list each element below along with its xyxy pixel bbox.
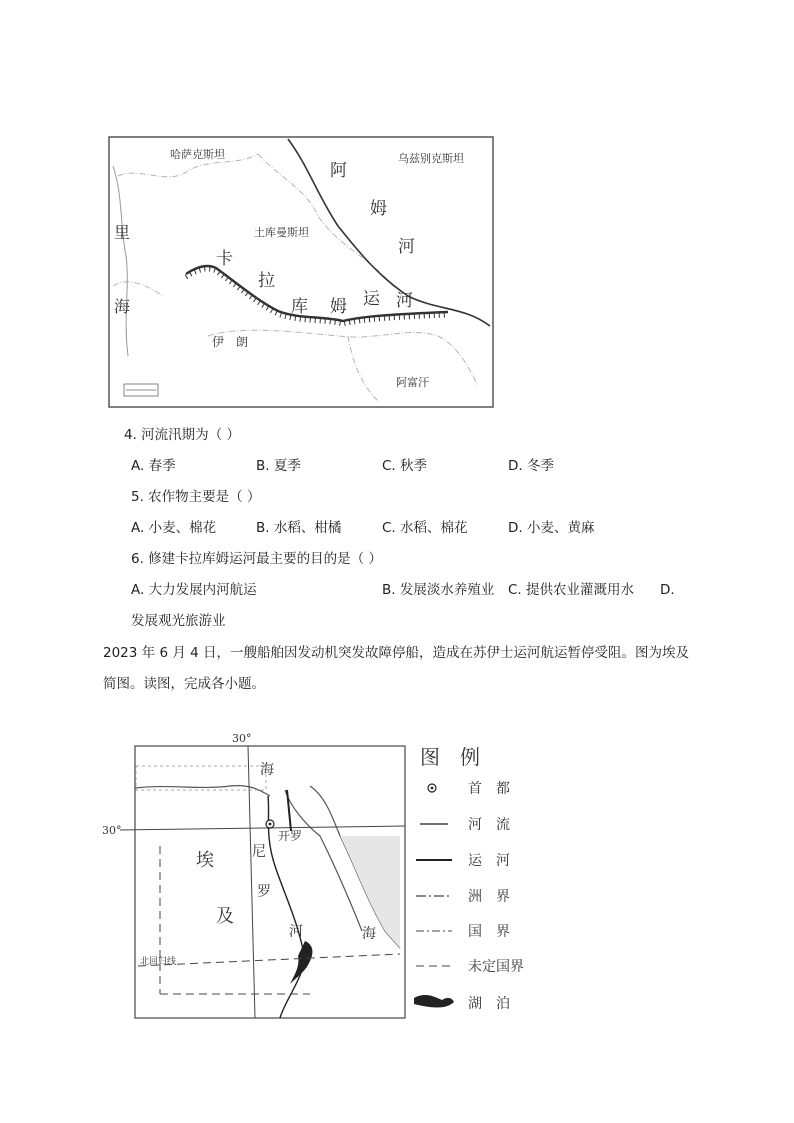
label-sea-red: 海 [362,926,376,942]
label-canal-ka: 卡 [216,249,233,269]
label-nile-luo: 罗 [257,884,271,900]
label-egypt-ai: 埃 [196,850,214,871]
label-nile-he: 河 [289,924,303,940]
question-4-option-c[interactable]: C. 秋季 [382,458,428,474]
question-6-option-c[interactable]: C. 提供农业灌溉用水 [508,582,635,598]
label-lat-30: 30° [102,824,122,837]
label-canal-mu: 姆 [330,297,347,317]
question-4-option-a[interactable]: A. 春季 [131,458,176,474]
legend-canal: 运 河 [468,853,510,869]
label-afghanistan: 阿富汗 [396,376,429,389]
question-5-option-d[interactable]: D. 小麦、黄麻 [508,520,595,536]
label-amu-a: 阿 [330,161,347,181]
label-cairo: 开罗 [278,829,303,843]
label-lon-30: 30° [232,732,252,745]
legend-country-border: 国 界 [468,924,510,940]
passage-line-1: 2023 年 6 月 4 日，一艘船舶因发动机突发故障停船，造成在苏伊士运河航运暂停受阻。图为埃及 [103,645,689,661]
question-6-option-d-text[interactable]: 发展观光旅游业 [131,613,226,629]
egypt-map [100,726,540,1026]
label-sea-li: 里 [114,223,131,242]
legend-undetermined-border: 未定国界 [468,959,524,975]
label-iran: 伊 朗 [212,335,249,349]
legend-lake: 湖 泊 [468,996,510,1012]
label-kazakhstan: 哈萨克斯坦 [170,148,225,161]
legend-capital: 首 都 [468,781,510,797]
passage-line-2: 简图。读图，完成各小题。 [103,676,265,692]
label-amu-he: 河 [398,237,415,257]
map-legend [414,745,524,1012]
question-6-option-b[interactable]: B. 发展淡水养殖业 [382,582,495,598]
label-canal-yun: 运 [363,289,380,309]
question-6-option-a[interactable]: A. 大力发展内河航运 [131,582,257,598]
question-5-stem: 5. 农作物主要是（ ） [131,489,261,505]
label-turkmenistan: 土库曼斯坦 [254,226,309,239]
label-sea-top: 海 [260,762,274,778]
label-uzbekistan: 乌兹别克斯坦 [398,152,464,165]
question-5-option-b[interactable]: B. 水稻、柑橘 [256,520,342,536]
label-egypt-ji: 及 [216,906,234,927]
question-6-stem: 6. 修建卡拉库姆运河最主要的目的是（ ） [131,551,382,567]
label-canal-ku: 库 [291,297,308,317]
question-5-option-c[interactable]: C. 水稻、棉花 [382,520,468,536]
question-6-option-d[interactable]: D. [660,582,675,598]
question-4-stem: 4. 河流汛期为（ ） [124,427,240,443]
label-sea-hai: 海 [114,297,131,316]
karakum-canal-map [108,136,494,408]
question-5-option-a[interactable]: A. 小麦、棉花 [131,520,217,536]
question-4-option-b[interactable]: B. 夏季 [256,458,301,474]
legend-river: 河 流 [468,817,510,833]
label-amu-mu: 姆 [370,199,387,219]
label-canal-he: 河 [396,291,413,311]
legend-title: 图 例 [420,745,480,769]
label-canal-la: 拉 [258,271,275,291]
label-nile-ni: 尼 [252,844,266,860]
label-tropic: 北回归线 [140,957,177,967]
question-4-option-d[interactable]: D. 冬季 [508,458,554,474]
legend-continent-border: 洲 界 [468,889,510,905]
